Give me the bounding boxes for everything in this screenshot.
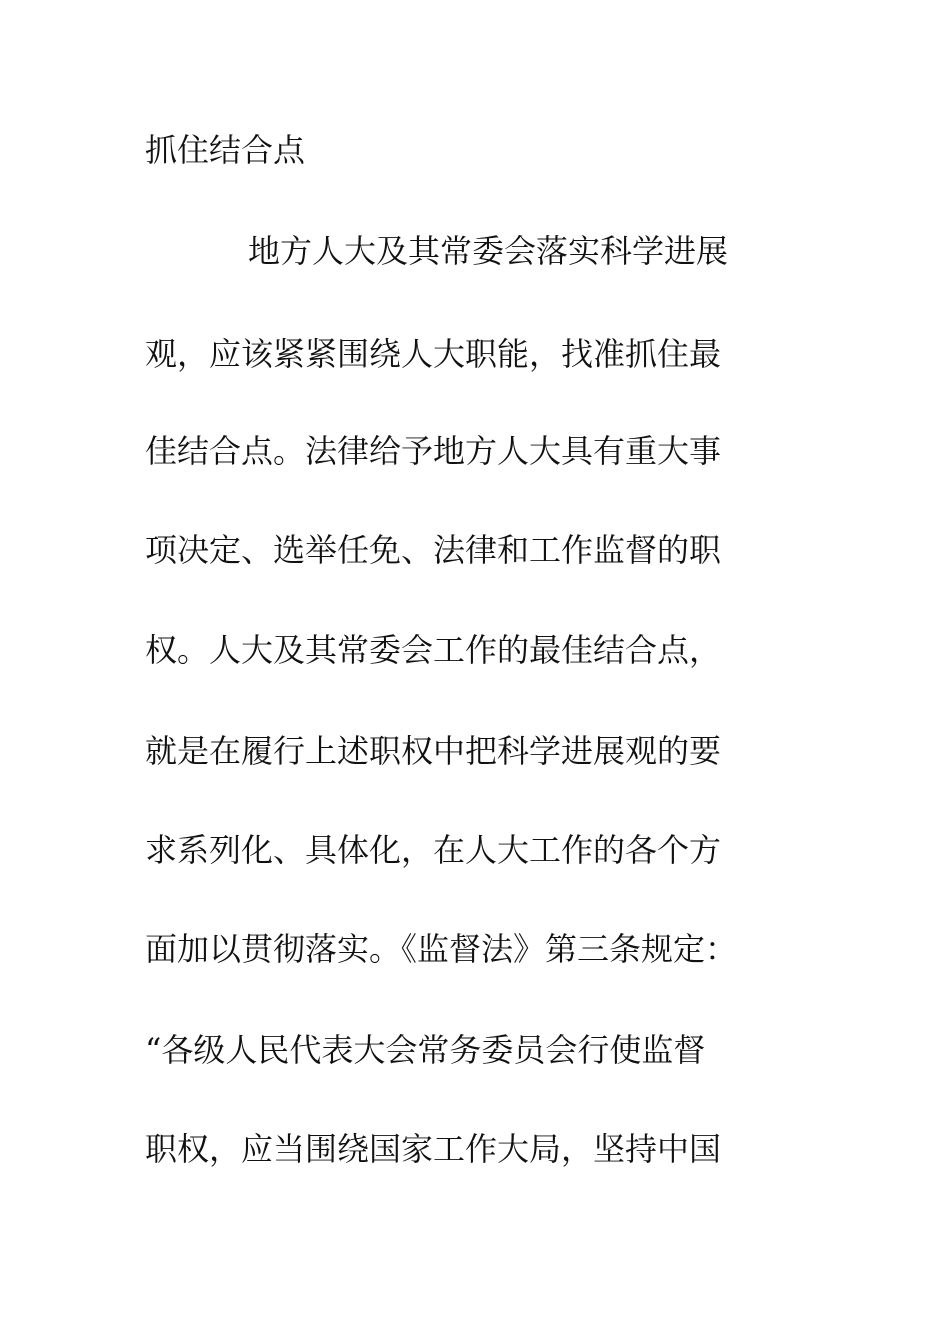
paragraph-line: 项决定、选举任免、法律和工作监督的职: [145, 531, 722, 569]
paragraph-line: “各级人民代表大会常务委员会行使监督: [145, 1031, 706, 1069]
paragraph-line: 就是在履行上述职权中把科学进展观的要: [145, 732, 722, 770]
paragraph-line: 面加以贯彻落实。《监督法》第三条规定：: [145, 930, 738, 968]
paragraph-line: 职权，应当围绕国家工作大局，坚持中国: [145, 1130, 722, 1168]
paragraph-line: 求系列化、具体化，在人大工作的各个方: [145, 831, 722, 869]
section-heading: 抓住结合点: [145, 131, 306, 169]
paragraph-line: 观，应该紧紧围绕人大职能，找准抓住最: [145, 335, 722, 373]
paragraph-line: 地方人大及其常委会落实科学进展: [248, 232, 729, 270]
paragraph-line: 权。人大及其常委会工作的最佳结合点，: [145, 631, 722, 669]
paragraph-line: 佳结合点。法律给予地方人大具有重大事: [145, 432, 722, 470]
